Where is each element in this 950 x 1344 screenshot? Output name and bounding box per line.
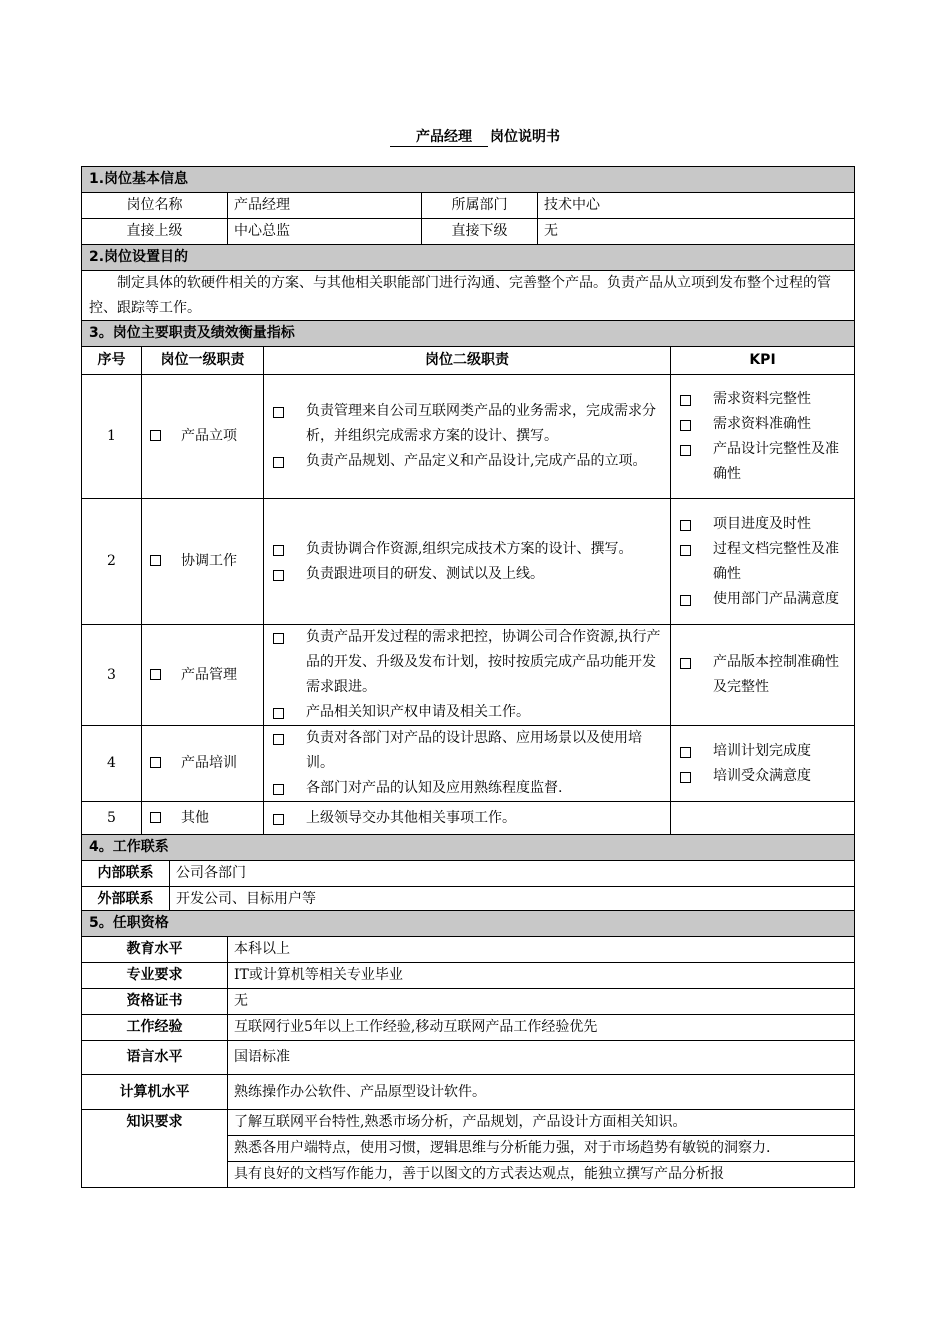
row-primary-duty: 产品管理 (142, 625, 264, 726)
label-education: 教育水平 (82, 937, 228, 963)
row-primary-duty: 产品立项 (142, 375, 264, 499)
header-kpi: KPI (671, 347, 855, 375)
document-title (0, 126, 950, 147)
row-primary-duty: 产品培训 (142, 726, 264, 802)
checkbox-icon (150, 757, 161, 768)
list-item: 项目进度及时性 (677, 512, 848, 537)
row-no: 3 (82, 625, 142, 726)
label-external-contact: 外部联系 (82, 887, 170, 913)
row-kpi (671, 499, 855, 625)
table-row (82, 726, 855, 802)
row-secondary-duties (264, 625, 671, 726)
list-item: 负责管理来自公司互联网类产品的业务需求，完成需求分析，并组织完成需求方案的设计、撰写。 (270, 399, 664, 449)
basic-info-table (81, 166, 855, 322)
list-item: 产品版本控制准确性及完整性 (677, 650, 848, 700)
label-subordinate: 直接下级 (422, 219, 538, 245)
value-knowledge-2: 熟悉各用户端特点，使用习惯，逻辑思维与分析能力强，对于市场趋势有敏锐的洞察力. (228, 1136, 855, 1162)
checkbox-icon (150, 430, 161, 441)
row-kpi (671, 625, 855, 726)
duties-table (81, 320, 855, 835)
label-position: 岗位名称 (82, 193, 228, 219)
list-item: 各部门对产品的认知及应用熟练程度监督. (270, 776, 664, 801)
list-item: 负责产品规划、产品定义和产品设计,完成产品的立项。 (270, 449, 664, 474)
section-heading-purpose: 2.岗位设置目的 (82, 245, 855, 271)
value-knowledge-1: 了解互联网平台特性,熟悉市场分析，产品规划，产品设计方面相关知识。 (228, 1110, 855, 1136)
row-secondary-duties (264, 499, 671, 625)
value-major: IT或计算机等相关专业毕业 (228, 963, 855, 989)
title-position-name: 产品经理 (390, 126, 488, 147)
section-heading-contacts: 4。工作联系 (82, 835, 855, 861)
value-knowledge-3: 具有良好的文档写作能力，善于以图文的方式表达观点，能独立撰写产品分析报 (228, 1162, 855, 1188)
qualifications-table (81, 910, 855, 1188)
list-item: 负责对各部门对产品的设计思路、应用场景以及使用培训。 (270, 726, 664, 776)
value-certificate: 无 (228, 989, 855, 1015)
value-computer: 熟练操作办公软件、产品原型设计软件。 (228, 1075, 855, 1110)
contacts-table (81, 834, 855, 913)
table-row (82, 499, 855, 625)
header-primary-duty: 岗位一级职责 (142, 347, 264, 375)
label-superior: 直接上级 (82, 219, 228, 245)
list-item: 过程文档完整性及准确性 (677, 537, 848, 587)
list-item: 培训受众满意度 (677, 764, 848, 789)
value-superior: 中心总监 (228, 219, 422, 245)
row-no: 5 (82, 802, 142, 835)
value-education: 本科以上 (228, 937, 855, 963)
row-kpi (671, 375, 855, 499)
label-experience: 工作经验 (82, 1015, 228, 1041)
checkbox-icon (150, 555, 161, 566)
list-item: 培训计划完成度 (677, 739, 848, 764)
section-heading-basic-info: 1.岗位基本信息 (82, 167, 855, 193)
list-item: 产品设计完整性及准确性 (677, 437, 848, 487)
value-language: 国语标准 (228, 1041, 855, 1075)
row-primary-duty: 协调工作 (142, 499, 264, 625)
list-item: 需求资料准确性 (677, 412, 848, 437)
row-secondary-duties (264, 375, 671, 499)
row-kpi (671, 802, 855, 835)
row-kpi (671, 726, 855, 802)
label-certificate: 资格证书 (82, 989, 228, 1015)
label-knowledge: 知识要求 (82, 1110, 228, 1188)
list-item: 使用部门产品满意度 (677, 587, 848, 612)
row-secondary-duties (264, 726, 671, 802)
table-row (82, 375, 855, 499)
checkbox-icon (150, 812, 161, 823)
row-no: 2 (82, 499, 142, 625)
list-item: 需求资料完整性 (677, 387, 848, 412)
header-no: 序号 (82, 347, 142, 375)
value-internal-contact: 公司各部门 (170, 861, 855, 887)
purpose-text: 制定具体的软硬件相关的方案、与其他相关职能部门进行沟通、完善整个产品。负责产品从立项到发布整个过程的管控、跟踪等工作。 (82, 271, 855, 322)
value-external-contact: 开发公司、目标用户等 (170, 887, 855, 913)
table-row (82, 802, 855, 835)
value-department: 技术中心 (538, 193, 855, 219)
label-major: 专业要求 (82, 963, 228, 989)
label-internal-contact: 内部联系 (82, 861, 170, 887)
table-row (82, 625, 855, 726)
label-department: 所属部门 (422, 193, 538, 219)
row-no: 4 (82, 726, 142, 802)
list-item: 负责跟进项目的研发、测试以及上线。 (270, 562, 664, 587)
checkbox-icon (150, 669, 161, 680)
section-heading-duties: 3。岗位主要职责及绩效衡量指标 (82, 321, 855, 347)
label-computer: 计算机水平 (82, 1075, 228, 1110)
value-subordinate: 无 (538, 219, 855, 245)
list-item: 上级领导交办其他相关事项工作。 (270, 806, 664, 831)
row-primary-duty: 其他 (142, 802, 264, 835)
title-suffix: 岗位说明书 (490, 129, 560, 145)
list-item: 负责产品开发过程的需求把控，协调公司合作资源,执行产品的开发、升级及发布计划，按时按质完成产品功能开发需求跟进。 (270, 625, 664, 700)
list-item: 负责协调合作资源,组织完成技术方案的设计、撰写。 (270, 537, 664, 562)
header-secondary-duty: 岗位二级职责 (264, 347, 671, 375)
list-item: 产品相关知识产权申请及相关工作。 (270, 700, 664, 725)
section-heading-qualifications: 5。任职资格 (82, 911, 855, 937)
value-position: 产品经理 (228, 193, 422, 219)
row-secondary-duties (264, 802, 671, 835)
row-no: 1 (82, 375, 142, 499)
value-experience: 互联网行业5年以上工作经验,移动互联网产品工作经验优先 (228, 1015, 855, 1041)
label-language: 语言水平 (82, 1041, 228, 1075)
